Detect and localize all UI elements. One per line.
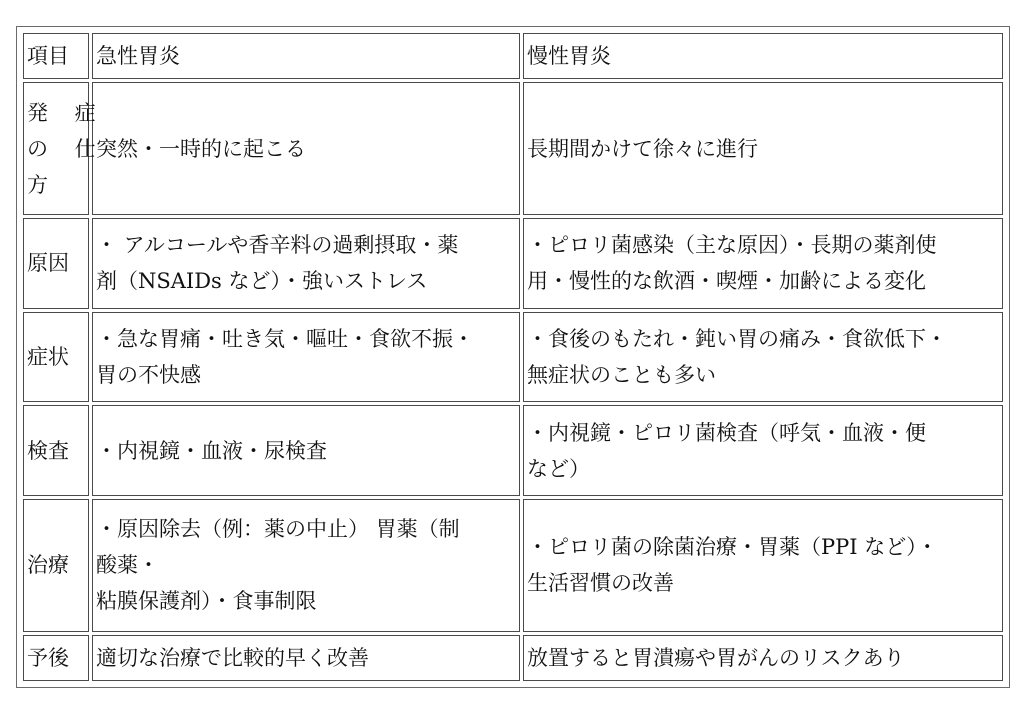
chronic-symptom: ・食後のもたれ・鈍い胃の痛み・食欲低下・ 無症状のことも多い [523, 312, 1003, 403]
acute-cause: ・ アルコールや香辛料の過剰摂取・薬 剤（NSAIDs など）・強いストレス [92, 218, 520, 309]
acute-treatment: ・原因除去（例：薬の中止） 胃薬（制 酸薬・ 粘膜保護剤）・食事制限 [92, 499, 520, 632]
acute-prognosis: 適切な治療で比較的早く改善 [92, 635, 520, 681]
table-header-row [23, 33, 1003, 79]
row-label-exam: 検査 [23, 405, 89, 496]
table-row-prognosis [23, 635, 1003, 681]
table-row-onset [23, 82, 1003, 215]
chronic-cause: ・ピロリ菌感染（主な原因）・長期の薬剤使 用・慢性的な飲酒・喫煙・加齢による変化 [523, 218, 1003, 309]
table-row-cause [23, 218, 1003, 309]
acute-exam: ・内視鏡・血液・尿検査 [92, 405, 520, 496]
acute-symptom: ・急な胃痛・吐き気・嘔吐・食欲不振・ 胃の不快感 [92, 312, 520, 403]
table-row-treatment [23, 499, 1003, 632]
header-acute: 急性胃炎 [92, 33, 520, 79]
row-label-cause: 原因 [23, 218, 89, 309]
row-label-onset: 発 症 の 仕 方 [23, 82, 89, 215]
chronic-exam: ・内視鏡・ピロリ菌検査（呼気・血液・便 など） [523, 405, 1003, 496]
row-label-symptom: 症状 [23, 312, 89, 403]
comparison-table-frame [16, 26, 1010, 688]
header-chronic: 慢性胃炎 [523, 33, 1003, 79]
row-label-prognosis: 予後 [23, 635, 89, 681]
chronic-prognosis: 放置すると胃潰瘍や胃がんのリスクあり [523, 635, 1003, 681]
chronic-onset: 長期間かけて徐々に進行 [523, 82, 1003, 215]
table-row-exam [23, 405, 1003, 496]
acute-onset: 突然・一時的に起こる [92, 82, 520, 215]
gastritis-comparison-table [20, 30, 1006, 684]
row-label-treatment: 治療 [23, 499, 89, 632]
chronic-treatment: ・ピロリ菌の除菌治療・胃薬（PPI など）・ 生活習慣の改善 [523, 499, 1003, 632]
table-row-symptom [23, 312, 1003, 403]
header-item: 項目 [23, 33, 89, 79]
